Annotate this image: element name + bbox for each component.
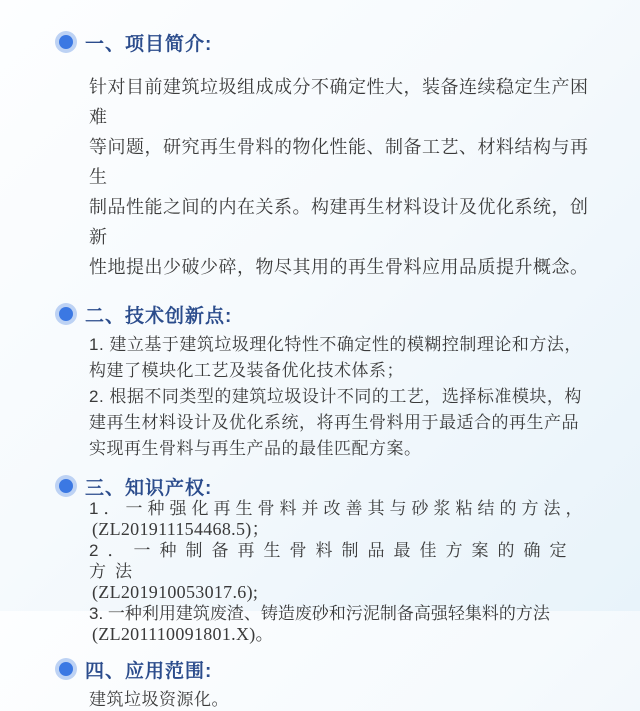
- patent-number: (ZL201911154468.5)；: [92, 519, 270, 539]
- section-body: [89, 689, 600, 711]
- section-body: [89, 332, 600, 462]
- section-heading: 二、技术创新点:: [85, 305, 233, 327]
- section-heading: 三、知识产权:: [85, 477, 213, 499]
- section-header: [55, 474, 600, 498]
- body-line: 建再生材料设计及优化系统，将再生骨料用于最适合的再生产品: [89, 413, 579, 432]
- section-tech-innovations: [55, 302, 600, 462]
- section-body: [89, 72, 600, 282]
- section-intellectual-property: [55, 474, 600, 645]
- body-line: 等问题，研究再生骨料的物化性能、制备工艺、材料结构与再生: [89, 137, 589, 187]
- blue-dot-bullet-icon: [59, 479, 73, 493]
- patent-title-line: 3. 一种利用建筑废渣、铸造废砂和污泥制备高强轻集料的方法: [89, 604, 550, 623]
- patent-title-line: 1．一种强化再生骨料并改善其与砂浆粘结的方法，: [89, 499, 588, 518]
- patent-number: (ZL201910053017.6);: [92, 582, 259, 602]
- blue-dot-bullet-icon: [59, 307, 73, 321]
- section-header: [55, 30, 600, 54]
- body-line: 针对目前建筑垃圾组成成分不确定性大，装备连续稳定生产困难: [89, 77, 589, 127]
- body-line: 性地提出少破少碎，物尽其用的再生骨料应用品质提升概念。: [89, 257, 589, 277]
- section-header: [55, 302, 600, 326]
- patent-number: (ZL201110091801.X)。: [92, 624, 274, 644]
- section-heading: 四、应用范围:: [85, 660, 213, 682]
- section-project-intro: [55, 30, 600, 282]
- body-line: 制品性能之间的内在关系。构建再生材料设计及优化系统，创新: [89, 197, 589, 247]
- section-heading: 一、项目简介:: [85, 33, 213, 55]
- blue-dot-bullet-icon: [59, 662, 73, 676]
- section-body: [89, 498, 600, 645]
- section-header: [55, 657, 600, 681]
- body-line: 建筑垃圾资源化。: [89, 690, 229, 709]
- body-line: 1. 建立基于建筑垃圾理化特性不确定性的模糊控制理论和方法，: [89, 335, 582, 354]
- blue-dot-bullet-icon: [59, 35, 73, 49]
- body-line: 实现再生骨料与再生产品的最佳匹配方案。: [89, 439, 422, 458]
- patent-title-line: 2．一种制备再生骨料制品最佳方案的确定方法: [89, 541, 576, 581]
- section-application-scope: [55, 657, 600, 711]
- body-line: 构建了模块化工艺及装备优化技术体系；: [89, 361, 404, 380]
- body-line: 2. 根据不同类型的建筑垃圾设计不同的工艺，选择标准模块，构: [89, 387, 582, 406]
